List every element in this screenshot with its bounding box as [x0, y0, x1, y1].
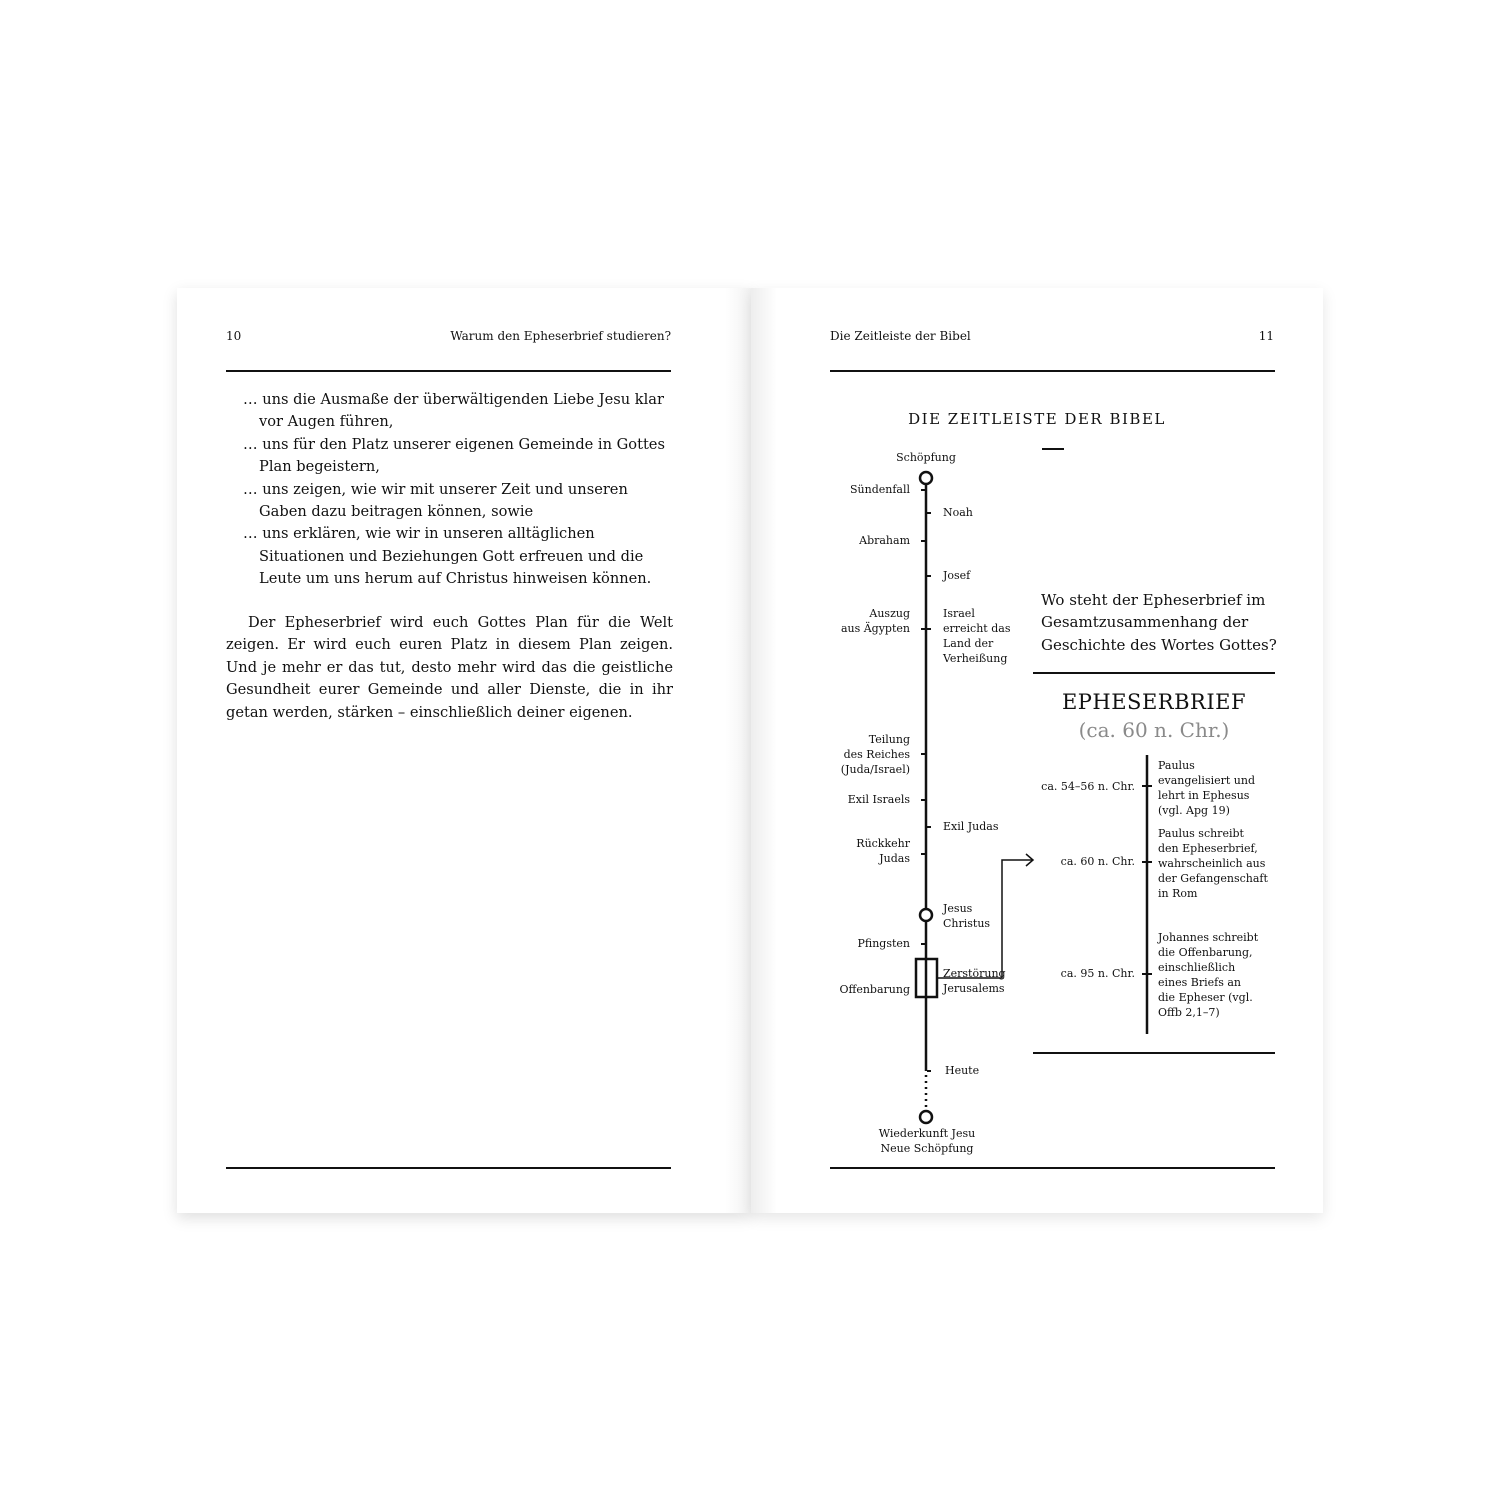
tick-60-right	[1148, 861, 1152, 863]
page-number-left: 10	[226, 329, 242, 343]
label-teilung: Teilung des Reiches (Juda/Israel)	[840, 733, 910, 776]
event-offenbarung: Johannes schreibt die Offenbarung, einschließlich eines Briefs an die Epheser (vgl. Offb 2,1–7)	[1158, 931, 1259, 1019]
body-paragraph: Der Epheserbrief wird euch Gottes Plan für die Welt zeigen. Er wird euch euren Platz in diesem Plan zeigen. Und je mehr er das tut, desto mehr wird das die geistliche Gesundheit eurer Gemeinde und aller Dienste, die in ihr getan werden, stärken – einschließlich deiner eigenen.	[226, 614, 673, 721]
timeline-graphic	[751, 288, 1323, 1213]
jesus-node	[920, 909, 932, 921]
bullet-item: … uns erklären, wie wir in unseren alltäglichen Situationen und Beziehungen Gott erfreuen und die Leute um uns herum auf Christus hinweisen können.	[243, 525, 652, 588]
label-pfingsten: Pfingsten	[857, 937, 910, 950]
date-95: ca. 95 n. Chr.	[1060, 967, 1135, 980]
running-head-right: Die Zeitleiste der Bibel	[830, 329, 971, 343]
label-israel-land: Israel erreicht das Land der Verheißung	[943, 607, 1011, 665]
box-bottom-rule	[1033, 1052, 1275, 1054]
label-heute: Heute	[945, 1064, 980, 1077]
label-exil-judas: Exil Judas	[943, 820, 999, 833]
creation-node	[920, 472, 932, 484]
event-paulus-ephesus: Paulus evangelisiert und lehrt in Ephesus (vgl. Apg 19)	[1158, 759, 1256, 817]
tick-rueckkehr	[921, 853, 925, 855]
tick-suendenfall	[921, 489, 925, 491]
running-head-left: Warum den Epheserbrief studieren?	[450, 329, 671, 343]
header-rule-left	[226, 370, 671, 372]
tick-auszug	[921, 628, 925, 630]
tick-54-56	[1142, 785, 1146, 787]
box-top-rule	[1033, 672, 1275, 674]
bullet-item: … uns für den Platz unserer eigenen Gemeinde in Gottes Plan begeistern,	[243, 435, 665, 476]
tick-abraham	[921, 540, 925, 542]
label-zerstoerung: Zerstörung Jerusalems	[943, 967, 1006, 995]
label-exil-israels: Exil Israels	[847, 793, 910, 806]
tick-pfingsten	[921, 943, 925, 945]
tick-exil-judas	[927, 826, 931, 828]
label-auszug: Auszug aus Ägypten	[840, 607, 910, 635]
label-josef: Josef	[943, 569, 971, 582]
label-jesus-christus: Jesus Christus	[943, 902, 991, 930]
label-wiederkunft: Wiederkunft Jesu Neue Schöpfung	[878, 1127, 976, 1155]
tick-54-56-right	[1148, 785, 1152, 787]
right-page	[751, 288, 1323, 1213]
tick-heute	[927, 1070, 931, 1072]
left-page	[177, 288, 751, 1213]
bullet-item: … uns zeigen, wie wir mit unserer Zeit und unseren Gaben dazu beitragen können, sowie	[243, 480, 628, 521]
gutter-shadow	[725, 288, 751, 1213]
ephesians-title: EPHESERBRIEF	[1061, 690, 1247, 714]
tick-teilung	[921, 753, 925, 755]
ephesians-subtitle: (ca. 60 n. Chr.)	[1078, 718, 1230, 742]
event-epheserbrief: Paulus schreibt den Epheserbrief, wahrscheinlich aus der Gefangenschaft in Rom	[1158, 827, 1268, 900]
footer-rule-right	[830, 1167, 1275, 1169]
date-54-56: ca. 54–56 n. Chr.	[1041, 780, 1135, 793]
tick-exil-israels	[921, 799, 925, 801]
label-offenbarung: Offenbarung	[839, 983, 910, 996]
tick-noah	[927, 512, 931, 514]
tick-60	[1142, 861, 1146, 863]
new-creation-node	[920, 1111, 932, 1123]
tick-josef	[927, 575, 931, 577]
question-text: Wo steht der Epheserbrief im Gesamtzusammenhang der Geschichte des Wortes Gottes?	[1041, 591, 1277, 654]
label-suendenfall: Sündenfall	[849, 483, 910, 496]
label-rueckkehr: Rückkehr Judas	[856, 837, 910, 865]
page-number-right: 11	[1258, 329, 1274, 343]
footer-rule-left	[226, 1167, 671, 1169]
bullet-item: … uns die Ausmaße der überwältigenden Liebe Jesu klar vor Augen führen,	[243, 391, 664, 431]
label-noah: Noah	[943, 506, 973, 519]
label-schoepfung: Schöpfung	[896, 451, 956, 464]
date-60: ca. 60 n. Chr.	[1060, 855, 1135, 868]
bullet-list	[243, 389, 673, 591]
tick-95-right	[1148, 973, 1152, 975]
tick-95	[1142, 973, 1146, 975]
tick-israel-land	[927, 628, 931, 630]
label-abraham: Abraham	[859, 534, 910, 547]
timeline-title: DIE ZEITLEISTE DER BIBEL	[908, 410, 1166, 428]
